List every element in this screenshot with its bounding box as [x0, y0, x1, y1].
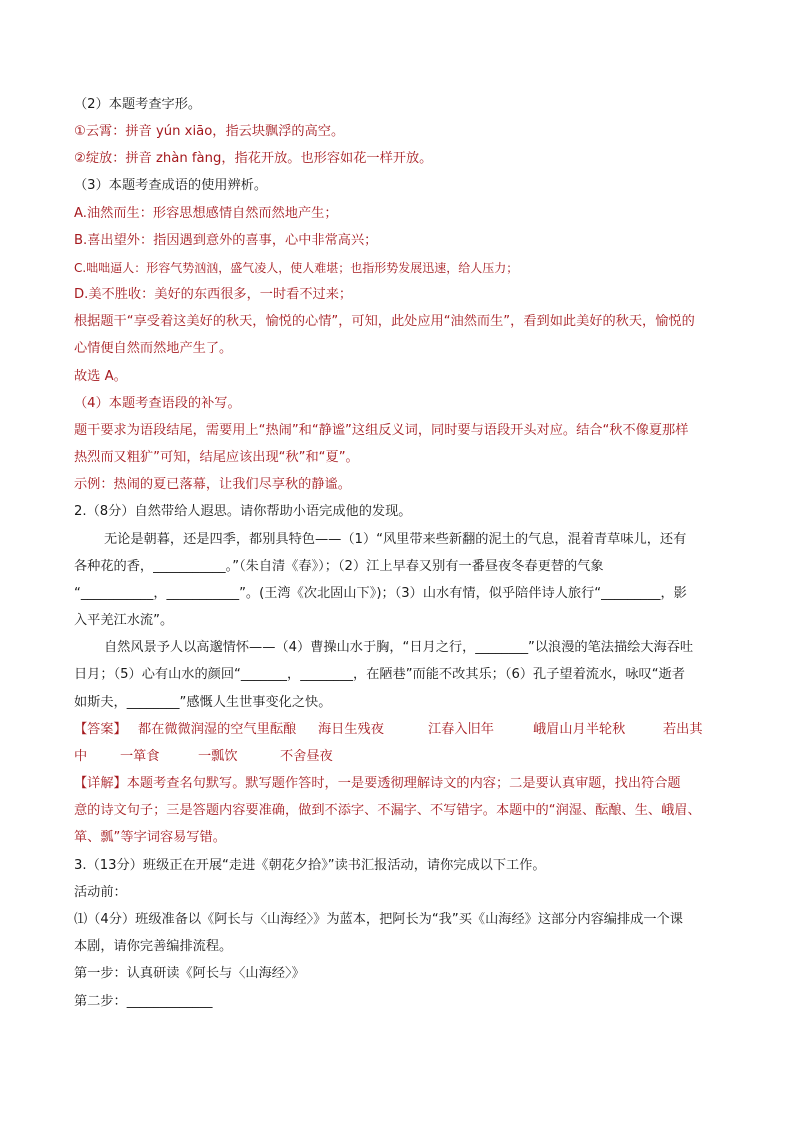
question-2-para1-line2: 各种花的香，___________。”（朱自清《春》）；（2）江上早春又别有一番昼夜冬春更替的气象 [74, 559, 604, 574]
q4-heading: （4）本题考查语段的补写。 [74, 396, 241, 411]
option-c: C.咄咄逼人：形容气势汹汹，盛气凌人，使人难堪；也指形势发展迅速，给人压力； [74, 261, 519, 275]
detail-line2: 意的诗文句子；三是答题内容要准确，做到不添字、不漏字、不写错字。本题中的“润湿、酝酿、生、峨眉、 [74, 803, 701, 818]
answer-item: 一瓢饮 [198, 749, 238, 764]
question-2-title: 2.（8分）自然带给人遐思。请你帮助小语完成他的发现。 [74, 504, 412, 519]
question-2-para1-line4: 入平羌江水流”。 [74, 613, 174, 628]
q4-example: 示例：热闹的夏已落幕，让我们尽享秋的静谧。 [74, 477, 351, 492]
option-a: A.油然而生：形容思想感情自然而然地产生； [74, 206, 338, 221]
q2-heading: （2）本题考查字形。 [74, 97, 202, 112]
step-2: 第二步：_____________ [74, 994, 213, 1009]
answer-item: 峨眉山月半轮秋 [533, 722, 626, 737]
answer-item: 中 [74, 749, 88, 764]
answer-item: 江春入旧年 [428, 722, 494, 737]
answer-item: 海日生残夜 [318, 722, 384, 737]
question-2-para2-line3: 如斯夫，________”感慨人生世事变化之快。 [74, 695, 332, 710]
question-2-para1-line1: 无论是朝暮，还是四季，都别具特色——（1）“风里带来些新翻的泥土的气息，混着青草味儿，还有 [104, 532, 687, 547]
detail-line1: 【详解】本题考查名句默写。默写题作答时，一是要透彻理解诗文的内容；二是要认真审题，找出符合题 [74, 776, 681, 791]
q4-analysis-line2: 热烈而又粗犷”可知，结尾应该出现“秋”和“夏”。 [74, 450, 359, 465]
detail-line3: 箪、瓢”等字词容易写错。 [74, 830, 226, 845]
option-d: D.美不胜收：美好的东西很多，一时看不过来； [74, 287, 353, 302]
question-3-1-line1: ⑴（4分）班级准备以《阿长与〈山海经〉》为蓝本，把阿长为“我”买《山海经》这部分内容编排成一个课 [74, 912, 683, 927]
question-3-title: 3.（13分）班级正在开展“走进《朝花夕拾》”读书汇报活动，请你完成以下工作。 [74, 858, 546, 873]
item-1-yunxiao: ①云霄：拼音 yún xiāo，指云块飘浮的高空。 [74, 124, 345, 139]
answer-row-1 [74, 721, 724, 739]
q3-analysis-line1: 根据题干“享受着这美好的秋天，愉悦的心情”，可知，此处应用“油然而生”，看到如此美好的秋天，愉悦的 [74, 314, 695, 329]
option-b: B.喜出望外：指因遇到意外的喜事，心中非常高兴； [74, 233, 378, 248]
q3-answer: 故选 A。 [74, 369, 127, 384]
question-2-para1-line3: “___________，___________”。(王湾《次北固山下》)；（3）山水有情，似乎陪伴诗人旅行“_________，影 [74, 586, 687, 601]
question-2-para2-line2: 日月；（5）心有山水的颜回“_______，________，在陋巷”而能不改其乐；（6）孔子望着流水，咏叹“逝者 [74, 667, 685, 682]
answer-item: 若出其 [663, 722, 703, 737]
before-activity: 活动前： [74, 885, 127, 900]
question-2-para2-line1: 自然风景予人以高邈情怀——（4）曹操山水于胸，“日月之行，________”以浪漫的笔法描绘大海吞吐 [104, 640, 694, 655]
question-3-1-line2: 本剧，请你完善编排流程。 [74, 939, 233, 954]
item-2-zhanfang: ②绽放：拼音 zhàn fàng，指花开放。也形容如花一样开放。 [74, 151, 433, 166]
answer-label: 【答案】 [74, 722, 127, 737]
answer-row-2 [74, 748, 724, 766]
answer-item: 一箪食 [120, 749, 160, 764]
step-1: 第一步：认真研读《阿长与〈山海经〉》 [74, 966, 305, 981]
q3-analysis-line2: 心情便自然而然地产生了。 [74, 341, 233, 356]
answer-item: 都在微微润湿的空气里酝酿 [138, 722, 297, 737]
q3-heading: （3）本题考查成语的使用辨析。 [74, 178, 268, 193]
answer-item: 不舍昼夜 [280, 749, 333, 764]
q4-analysis-line1: 题干要求为语段结尾，需要用上“热闹”和“静谧”这组反义词，同时要与语段开头对应。结合“秋不像夏那样 [74, 423, 689, 438]
